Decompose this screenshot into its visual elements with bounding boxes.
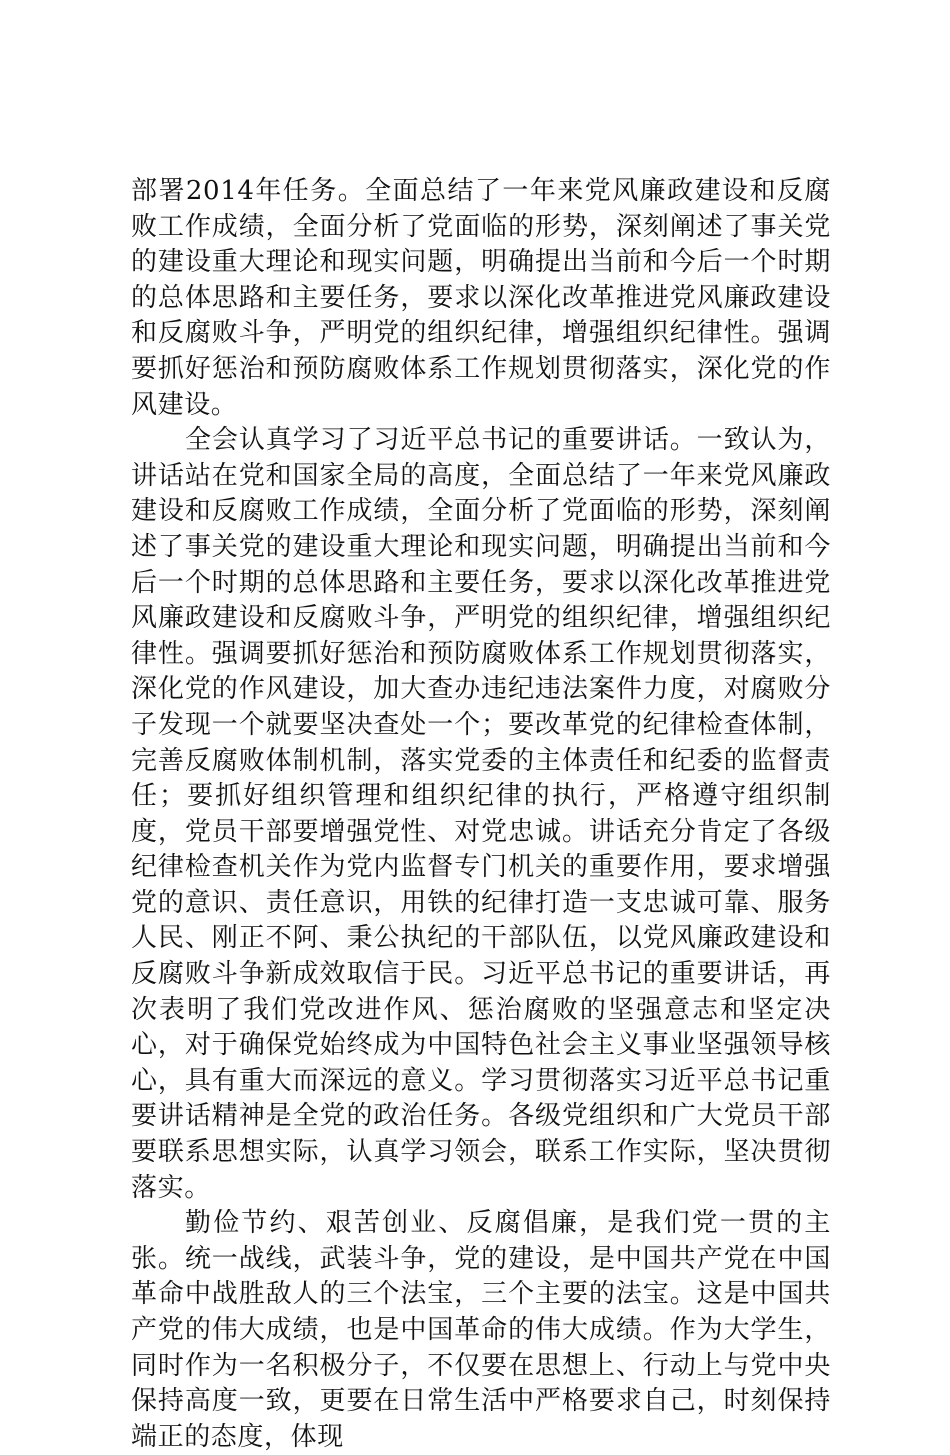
paragraph-1: 部署2014年任务。全面总结了一年来党风廉政建设和反腐败工作成绩，全面分析了党面临的形势，深刻阐述了事关党的建设重大理论和现实问题，明确提出当前和今后一个时期的总体思路和主要任务，要求以深化改革推进党风廉政建设和反腐败斗争，严明党的组织纪律，增强组织纪律性。强调要抓好惩治和预防腐败体系工作规划贯彻落实，深化党的作风建设。: [131, 176, 831, 420]
paragraph-3: 勤俭节约、艰苦创业、反腐倡廉，是我们党一贯的主张。统一战线，武装斗争，党的建设，是中国共产党在中国革命中战胜敌人的三个法宝，三个主要的法宝。这是中国共产党的伟大成绩，也是中国革命的伟大成绩。作为大学生，同时作为一名积极分子，不仅要在思想上、行动上与党中央保持高度一致，更要在日常生活中严格要求自己，时刻保持端正的态度，体现: [131, 1208, 831, 1452]
document-body: [131, 174, 831, 1455]
paragraph-2: 全会认真学习了习近平总书记的重要讲话。一致认为，讲话站在党和国家全局的高度，全面总结了一年来党风廉政建设和反腐败工作成绩，全面分析了党面临的形势，深刻阐述了事关党的建设重大理论和现实问题，明确提出当前和今后一个时期的总体思路和主要任务，要求以深化改革推进党风廉政建设和反腐败斗争，严明党的组织纪律，增强组织纪律性。强调要抓好惩治和预防腐败体系工作规划贯彻落实，深化党的作风建设，加大查办违纪违法案件力度，对腐败分子发现一个就要坚决查处一个；要改革党的纪律检查体制，完善反腐败体制机制，落实党委的主体责任和纪委的监督责任；要抓好组织管理和组织纪律的执行，严格遵守组织制度，党员干部要增强党性、对党忠诚。讲话充分肯定了各级纪律检查机关作为党内监督专门机关的重要作用，要求增强党的意识、责任意识，用铁的纪律打造一支忠诚可靠、服务人民、刚正不阿、秉公执纪的干部队伍，以党风廉政建设和反腐败斗争新成效取信于民。习近平总书记的重要讲话，再次表明了我们党改进作风、惩治腐败的坚强意志和坚定决心，对于确保党始终成为中国特色社会主义事业坚强领导核心，具有重大而深远的意义。学习贯彻落实习近平总书记重要讲话精神是全党的政治任务。各级党组织和广大党员干部要联系思想实际，认真学习领会，联系工作实际，坚决贯彻落实。: [131, 425, 831, 1203]
